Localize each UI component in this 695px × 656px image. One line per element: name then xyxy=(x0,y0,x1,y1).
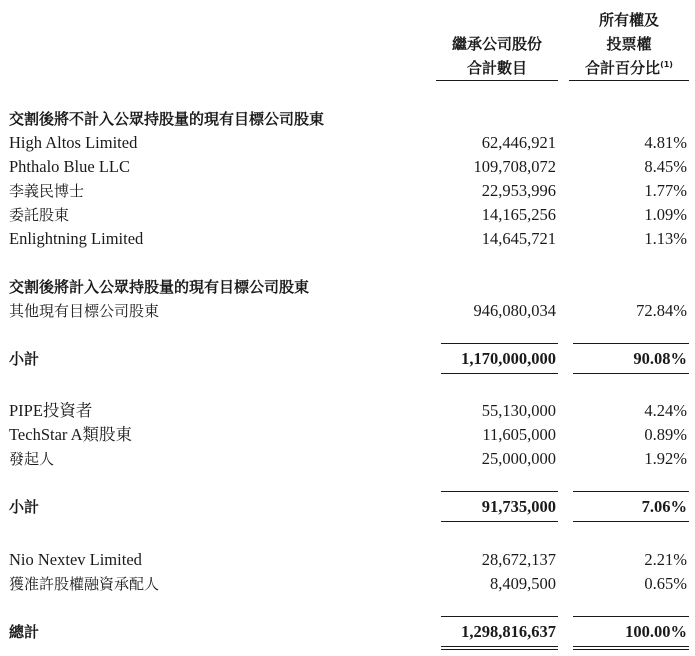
share-count: 14,645,721 xyxy=(481,229,556,248)
subtotal-label: 小計 xyxy=(9,350,40,368)
share-count: 109,708,072 xyxy=(473,157,556,176)
share-count: 8,409,500 xyxy=(490,574,556,593)
header-pct-line1: 所有權及 xyxy=(598,11,659,29)
section-title-row xyxy=(0,275,695,299)
subtotal-bottom-rule xyxy=(573,521,689,522)
subtotal-row xyxy=(0,347,695,371)
header-shares-line1: 繼承公司股份 xyxy=(451,35,542,53)
percentage: 72.84% xyxy=(636,301,687,320)
subtotal-top-rule xyxy=(573,343,689,344)
holder-name: Enlightning Limited xyxy=(9,229,144,248)
holder-name: High Altos Limited xyxy=(9,133,138,152)
subtotal-shares: 91,735,000 xyxy=(481,497,556,516)
holder-name: Phthalo Blue LLC xyxy=(9,157,130,176)
subtotal-bottom-rule xyxy=(573,373,689,374)
percentage: 4.24% xyxy=(644,401,687,420)
share-count: 55,130,000 xyxy=(481,401,556,420)
percentage: 1.09% xyxy=(644,205,687,224)
table-row xyxy=(0,423,695,447)
section-title: 交割後將計入公眾持股量的現有目標公司股東 xyxy=(9,278,310,296)
section-title: 交割後將不計入公眾持股量的現有目標公司股東 xyxy=(9,110,325,128)
total-percentage: 100.00% xyxy=(625,622,687,641)
header-pct-line3-wrap xyxy=(569,56,689,81)
percentage: 2.21% xyxy=(644,550,687,569)
table-row xyxy=(0,155,695,179)
share-count: 11,605,000 xyxy=(482,425,556,444)
header-footnote-ref: (1) xyxy=(660,60,673,69)
table-row xyxy=(0,548,695,572)
total-row xyxy=(0,620,695,644)
subtotal-percentage: 90.08% xyxy=(633,349,687,368)
percentage: 1.77% xyxy=(644,181,687,200)
percentage: 0.65% xyxy=(644,574,687,593)
column-header-shares xyxy=(436,32,558,81)
table-row xyxy=(0,572,695,596)
subtotal-top-rule xyxy=(441,343,558,344)
percentage: 4.81% xyxy=(644,133,687,152)
percentage: 1.13% xyxy=(644,229,687,248)
subtotal-percentage: 7.06% xyxy=(641,497,687,516)
subtotal-top-rule xyxy=(441,491,558,492)
holder-name: Nio Nextev Limited xyxy=(9,550,142,569)
table-row xyxy=(0,179,695,203)
holder-name: 獲准許股權融資承配人 xyxy=(9,575,160,593)
percentage: 8.45% xyxy=(644,157,687,176)
table-row xyxy=(0,203,695,227)
total-top-rule xyxy=(441,616,558,617)
column-header-percentage xyxy=(569,8,689,81)
share-count: 22,953,996 xyxy=(481,181,556,200)
holder-name: 其他現有目標公司股東 xyxy=(9,302,160,320)
header-shares-line2: 合計數目 xyxy=(436,56,558,81)
table-row xyxy=(0,399,695,423)
subtotal-bottom-rule xyxy=(441,373,558,374)
table-row xyxy=(0,131,695,155)
holder-name: 發起人 xyxy=(9,450,55,468)
total-label: 總計 xyxy=(9,623,40,641)
percentage: 0.89% xyxy=(644,425,687,444)
subtotal-label: 小計 xyxy=(9,498,40,516)
share-count: 62,446,921 xyxy=(481,133,556,152)
total-double-rule xyxy=(441,646,558,650)
subtotal-shares: 1,170,000,000 xyxy=(461,349,556,368)
table-row xyxy=(0,447,695,471)
total-shares: 1,298,816,637 xyxy=(461,622,556,641)
share-count: 28,672,137 xyxy=(481,550,556,569)
header-pct-line2: 投票權 xyxy=(606,35,652,53)
header-pct-line3: 合計百分比 xyxy=(585,59,661,77)
section-title-row xyxy=(0,107,695,131)
share-count: 946,080,034 xyxy=(473,301,556,320)
holder-name: PIPE投資者 xyxy=(9,401,93,420)
holder-name: 李義民博士 xyxy=(9,182,85,200)
total-double-rule xyxy=(573,646,689,650)
table-row xyxy=(0,227,695,251)
holder-name: TechStar A類股東 xyxy=(9,425,133,444)
subtotal-bottom-rule xyxy=(441,521,558,522)
total-top-rule xyxy=(573,616,689,617)
share-count: 14,165,256 xyxy=(481,205,556,224)
table-row xyxy=(0,299,695,323)
share-count: 25,000,000 xyxy=(481,449,556,468)
holder-name: 委託股東 xyxy=(9,206,70,224)
subtotal-top-rule xyxy=(573,491,689,492)
percentage: 1.92% xyxy=(644,449,687,468)
subtotal-row xyxy=(0,495,695,519)
